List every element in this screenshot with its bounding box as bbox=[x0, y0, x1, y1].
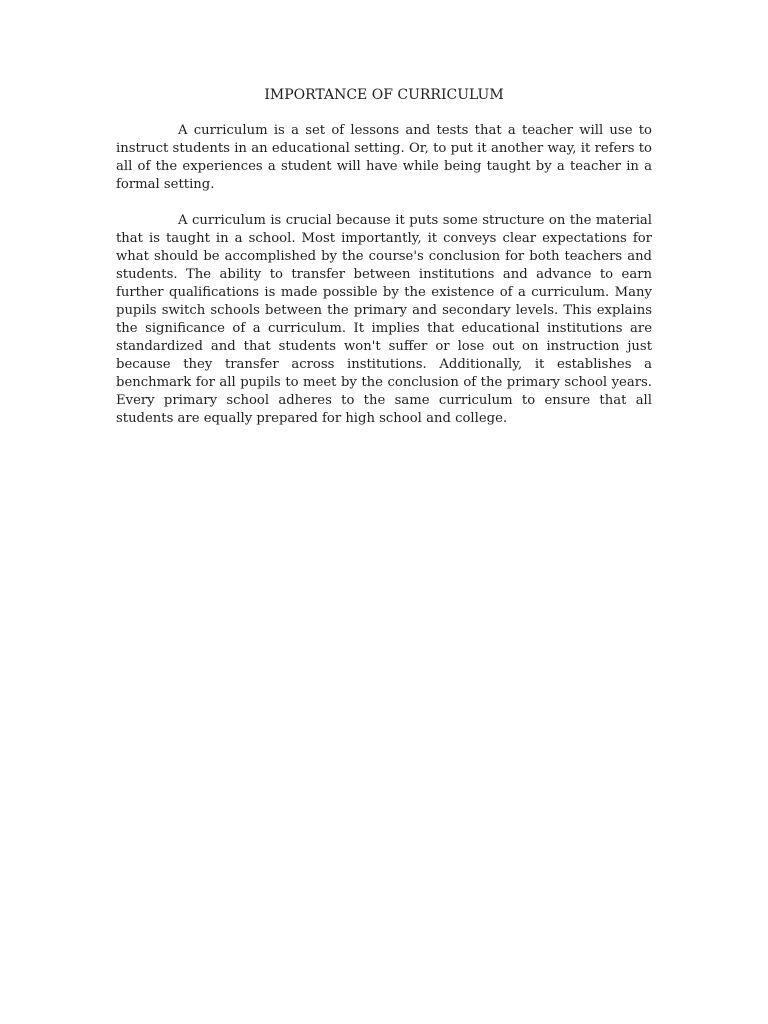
document-title: IMPORTANCE OF CURRICULUM bbox=[264, 87, 504, 103]
document-body bbox=[116, 86, 652, 446]
paragraph-2: A curriculum is crucial because it puts some structure on the material that is taught in a school. Most importantly, it conveys clear expectations for what should be accomplished by the course's conclusion for both teachers and students. The ability to transfer between institutions and advance to earn further qualifications is made possible by the existence of a curriculum. Many pupils switch schools between the primary and secondary levels. This explains the significance of a curriculum. It implies that educational institutions are standardized and that students won't suffer or lose out on instruction just because they transfer across institutions. Additionally, it establishes a benchmark for all pupils to meet by the conclusion of the primary school years. Every primary school adheres to the same curriculum to ensure that all students are equally prepared for high school and college. bbox=[116, 213, 652, 426]
paragraph-1: A curriculum is a set of lessons and tests that a teacher will use to instruct students in an educational setting. Or, to put it another way, it refers to all of the experiences a student will have while being taught by a teacher in a formal setting. bbox=[116, 123, 652, 192]
